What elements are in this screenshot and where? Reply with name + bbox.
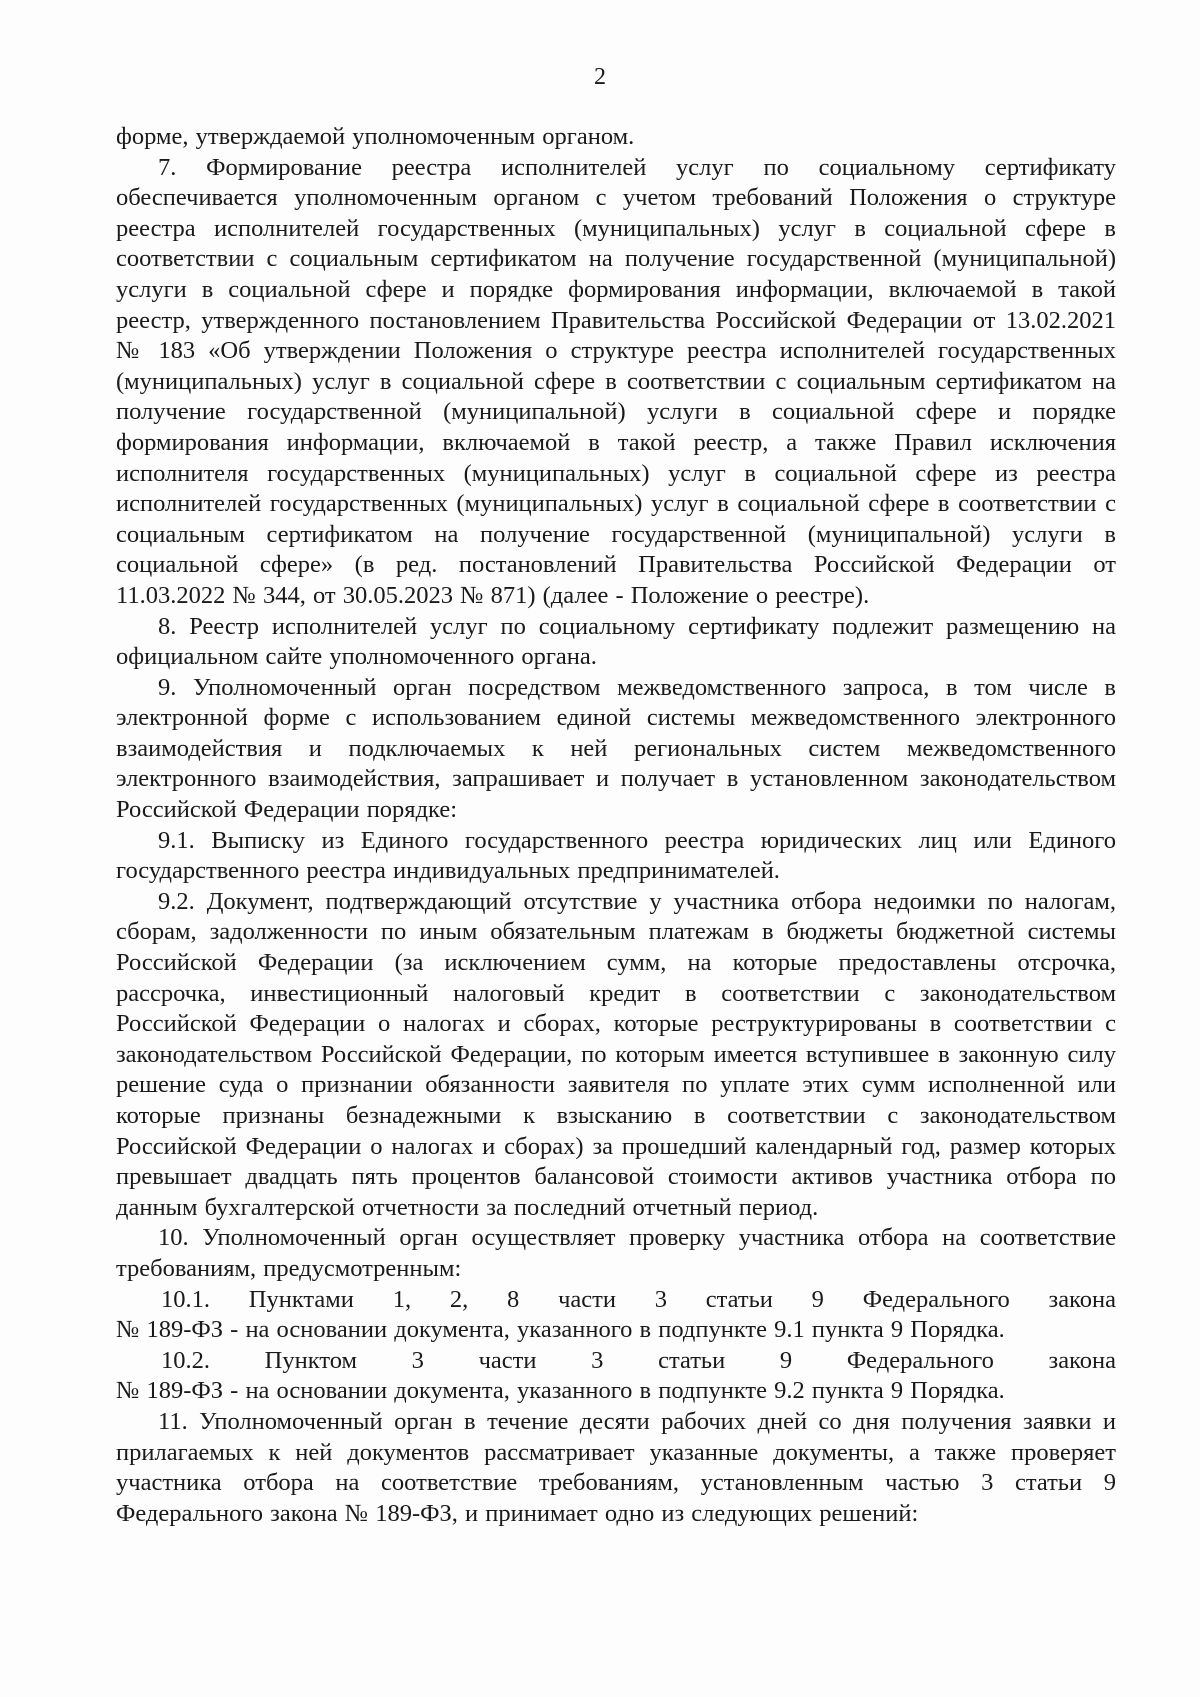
paragraph-11: 11. Уполномоченный орган в течение десяти рабочих дней со дня получения заявки и прилагаемых к ней документов рассматривает указанные документы, а также проверяет участника отбора на соответствие требованиям, установленным частью 3 статьи 9 Федерального закона № 189-ФЗ, и принимает одно из следующих решений: <box>116 1407 1116 1527</box>
paragraph-9-2: 9.2. Документ, подтверждающий отсутствие у участника отбора недоимки по налогам, сборам, задолженности по иным обязательным платежам в бюджеты бюджетной системы Российской Федерации (за исключением сумм, на которые предоставлены отсрочка, рассрочка, инвестиционный налоговый кредит в соответствии с законодательством Российской Федерации о налогах и сборах, которые реструктурированы в соответствии с законодательством Российской Федерации, по которым имеется вступившее в законную силу решение суда о признании обязанности заявителя по уплате этих сумм исполненной или которые признаны безнадежными к взысканию в соответствии с законодательством Российской Федерации о налогах и сборах) за прошедший календарный год, размер которых превышает двадцать пять процентов балансовой стоимости активов участника отбора по данным бухгалтерской отчетности за последний отчетный период. <box>116 887 1116 1221</box>
paragraph-10-2-line-1: 10.2. Пунктом 3 части 3 статьи 9 Федерального закона <box>161 1346 1116 1374</box>
document-body <box>116 122 1116 1529</box>
paragraph-10: 10. Уполномоченный орган осуществляет проверку участника отбора на соответствие требованиям, предусмотренным: <box>116 1224 1116 1282</box>
paragraph-9-1: 9.1. Выписку из Единого государственного реестра юридических лиц или Единого государственного реестра индивидуальных предпринимателей. <box>116 826 1116 885</box>
paragraph-7: 7. Формирование реестра исполнителей услуг по социальному сертификату обеспечивается уполномоченным органом с учетом требований Положения о структуре реестра исполнителей государственных (муниципальных) услуг в социальной сфере в соответствии с социальным сертификатом на получение государственной (муниципальной) услуги в социальной сфере и порядке формирования информации, включаемой в такой реестр, утвержденного постановлением Правительства Российской Федерации от 13.02.2021 № 183 «Об утверждении Положения о структуре реестра исполнителей государственных (муниципальных) услуг в социальной сфере в соответствии с социальным сертификатом на получение государственной (муниципальной) услуги в социальной сфере и порядке формирования информации, включаемой в такой реестр, а также Правил исключения исполнителя государственных (муниципальных) услуг в социальной сфере из реестра исполнителей государственных (муниципальных) услуг в социальной сфере в соответствии с социальным сертификатом на получение государственной (муниципальной) услуги в социальной сфере» (в ред. постановлений Правительства Российской Федерации от 11.03.2022 № 344, от 30.05.2023 № 871) (далее - Положение о реестре). <box>116 153 1116 609</box>
paragraph-continuation: форме, утверждаемой уполномоченным органом. <box>116 123 635 150</box>
paragraph-8: 8. Реестр исполнителей услуг по социальному сертификату подлежит размещению на официальном сайте уполномоченного органа. <box>116 612 1116 671</box>
paragraph-9: 9. Уполномоченный орган посредством межведомственного запроса, в том числе в электронной форме с использованием единой системы межведомственного электронного взаимодействия и подключаемых к ней региональных систем межведомственного электронного взаимодействия, запрашивает и получает в установленном законодательством Российской Федерации порядке: <box>116 673 1116 824</box>
paragraph-10-2-line-2: № 189-ФЗ - на основании документа, указанного в подпункте 9.2 пункта 9 Порядка. <box>116 1377 1005 1405</box>
page-number: 2 <box>594 64 606 90</box>
paragraph-10-1-line-2: № 189-ФЗ - на основании документа, указанного в подпункте 9.1 пункта 9 Порядка. <box>116 1316 1005 1344</box>
paragraph-10-1-line-1: 10.1. Пунктами 1, 2, 8 части 3 статьи 9 Федерального закона <box>161 1285 1116 1313</box>
